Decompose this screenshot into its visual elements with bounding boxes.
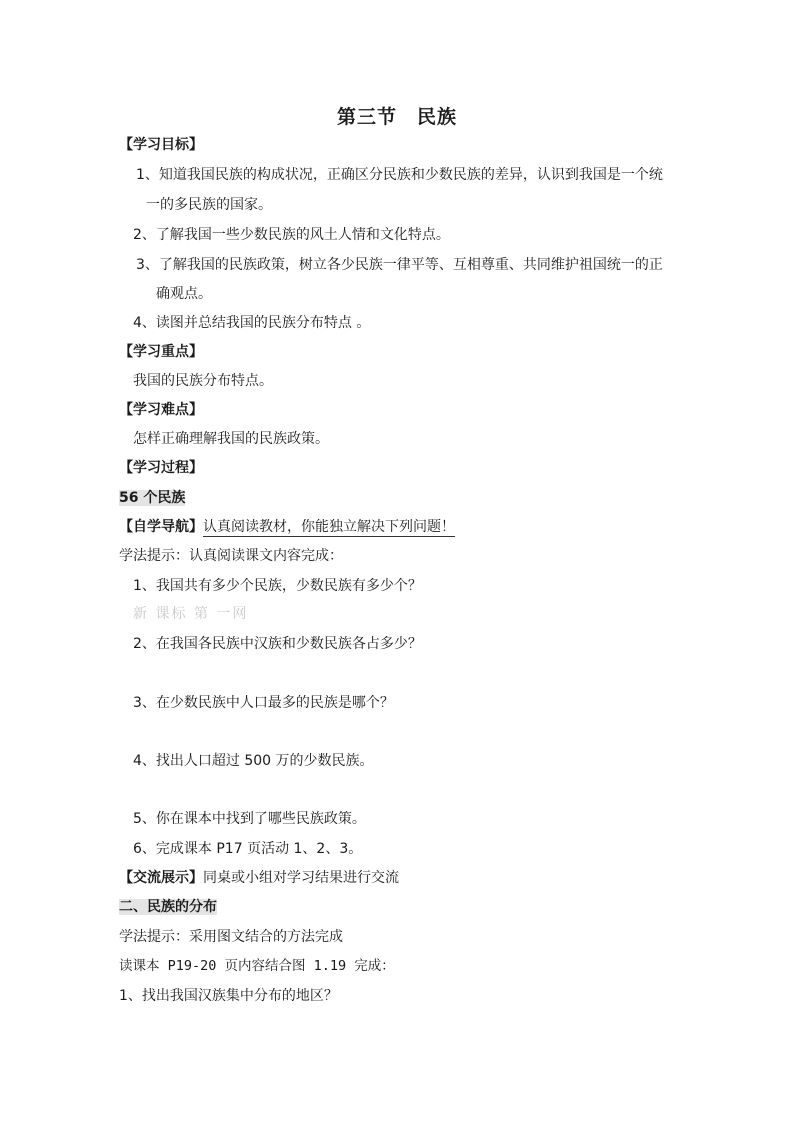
process-heading: 【学习过程】 (119, 460, 203, 476)
objective-item: 1、知道我国民族的构成状况，正确区分民族和少数民族的差异，认识到我国是一个统 (136, 167, 663, 183)
key-points-heading: 【学习重点】 (119, 344, 203, 360)
study-hint: 学法提示：采用图文结合的方法完成 (119, 929, 343, 945)
read-instruction: 读课本 P19-20 页内容结合图 1.19 完成： (119, 958, 395, 974)
question-item: 4、找出人口超过 500 万的少数民族。 (133, 753, 374, 769)
page-title: 第三节 民族 (336, 106, 457, 128)
section-heading-text: 56 个民族 (119, 490, 186, 506)
objective-item: 3、了解我国的民族政策，树立各少民族一律平等、互相尊重、共同维护祖国统一的正 (136, 257, 663, 273)
objective-item-cont: 确观点。 (156, 286, 212, 302)
objectives-heading: 【学习目标】 (119, 137, 203, 153)
exchange-label: 【交流展示】 (119, 870, 203, 886)
study-hint: 学法提示：认真阅读课文内容完成： (119, 548, 343, 564)
exchange-text: 同桌或小组对学习结果进行交流 (203, 870, 399, 886)
section-heading-56-ethnic-groups (119, 489, 185, 507)
section-heading-text: 二、民族的分布 (119, 899, 217, 915)
self-study-line (119, 518, 455, 536)
difficulties-heading: 【学习难点】 (119, 402, 203, 418)
question-item: 6、完成课本 P17 页活动 1、2、3。 (133, 841, 363, 857)
watermark: 新 课标 第 一网 (133, 606, 249, 622)
difficulties-text: 怎样正确理解我国的民族政策。 (133, 431, 329, 447)
question-item: 3、在少数民族中人口最多的民族是哪个？ (133, 695, 394, 711)
question-item: 2、在我国各民族中汉族和少数民族各占多少？ (133, 636, 422, 652)
question-item: 1、我国共有多少个民族，少数民族有多少个？ (133, 578, 422, 594)
self-study-text: 认真阅读教材，你能独立解决下列问题！ (203, 519, 455, 535)
objective-item: 4、读图并总结我国的民族分布特点 。 (133, 315, 371, 331)
exchange-line (119, 869, 399, 887)
section-heading-distribution (119, 898, 217, 916)
self-study-label: 【自学导航】 (119, 519, 203, 535)
question-item: 5、你在课本中找到了哪些民族政策。 (133, 811, 366, 827)
objective-item-cont: 一的多民族的国家。 (146, 197, 272, 213)
question-item: 1、找出我国汉族集中分布的地区？ (119, 988, 338, 1004)
key-points-text: 我国的民族分布特点。 (133, 373, 273, 389)
objective-item: 2、了解我国一些少数民族的风土人情和文化特点。 (133, 227, 450, 243)
